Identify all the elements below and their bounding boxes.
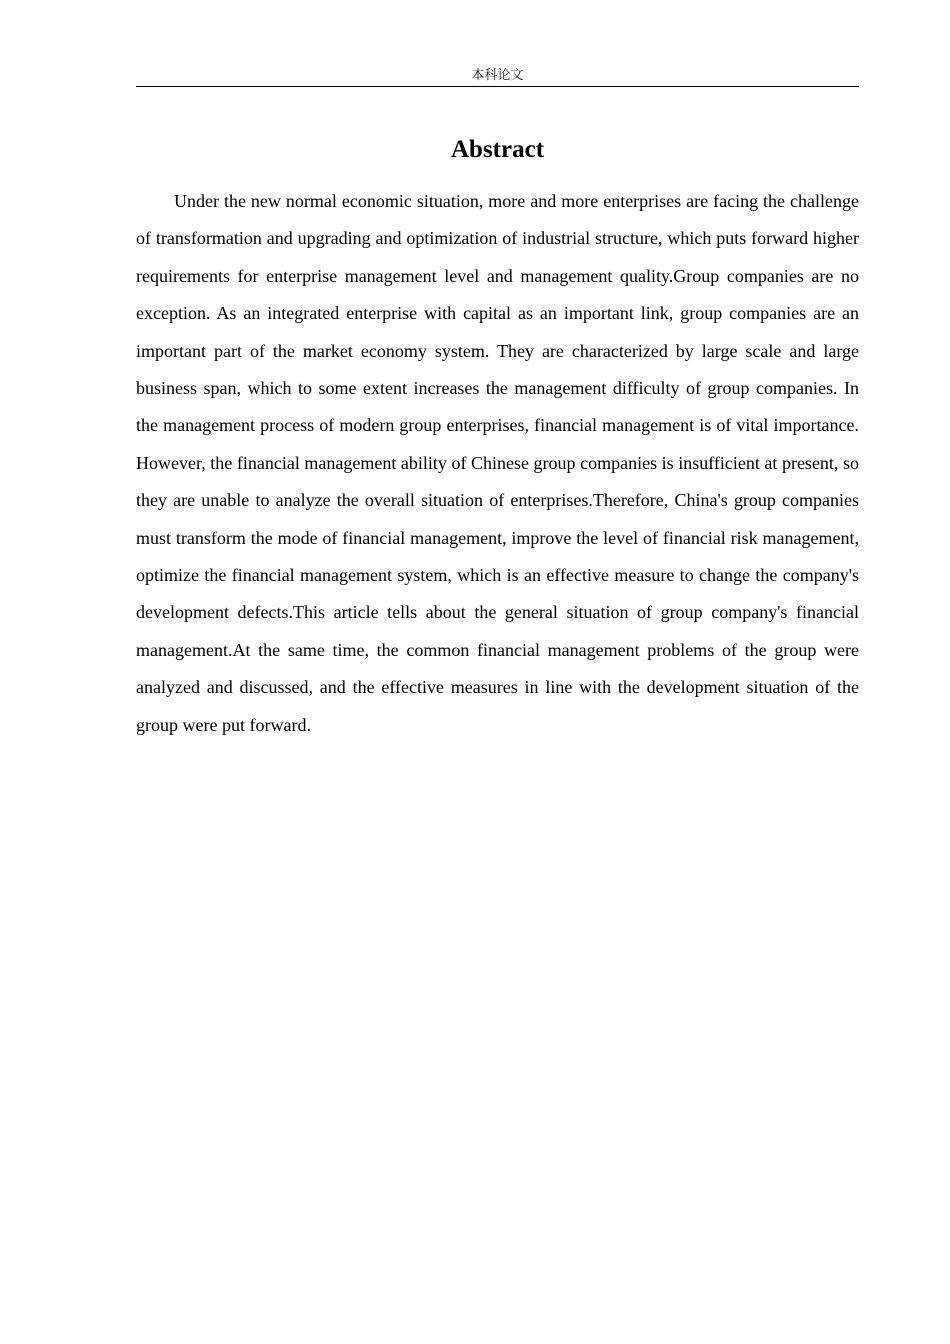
page-header [136, 66, 859, 87]
abstract-title: Abstract [450, 136, 545, 163]
abstract-body: Under the new normal economic situation, more and more enterprises are facing the challenge of transformation and upgrading and optimization of industrial structure, which puts forward higher requirements for enterprise management level and management quality.Group companies are no exception. As an integrated enterprise with capital as an important link, group companies are an important part of the market economy system. They are characterized by large scale and large business span, which to some extent increases the management difficulty of group companies. In the management process of modern group enterprises, financial management is of vital importance. However, the financial management ability of Chinese group companies is insufficient at present, so they are unable to analyze the overall situation of enterprises.Therefore, China's group companies must transform the mode of financial management, improve the level of financial risk management, optimize the financial management system, which is an effective measure to change the company's development defects.This article tells about the general situation of group company's financial management.At the same time, the common financial management problems of the group were analyzed and discussed, and the effective measures in line with the development situation of the group were put forward. [136, 191, 859, 735]
header-text: 本科论文 [471, 68, 524, 83]
